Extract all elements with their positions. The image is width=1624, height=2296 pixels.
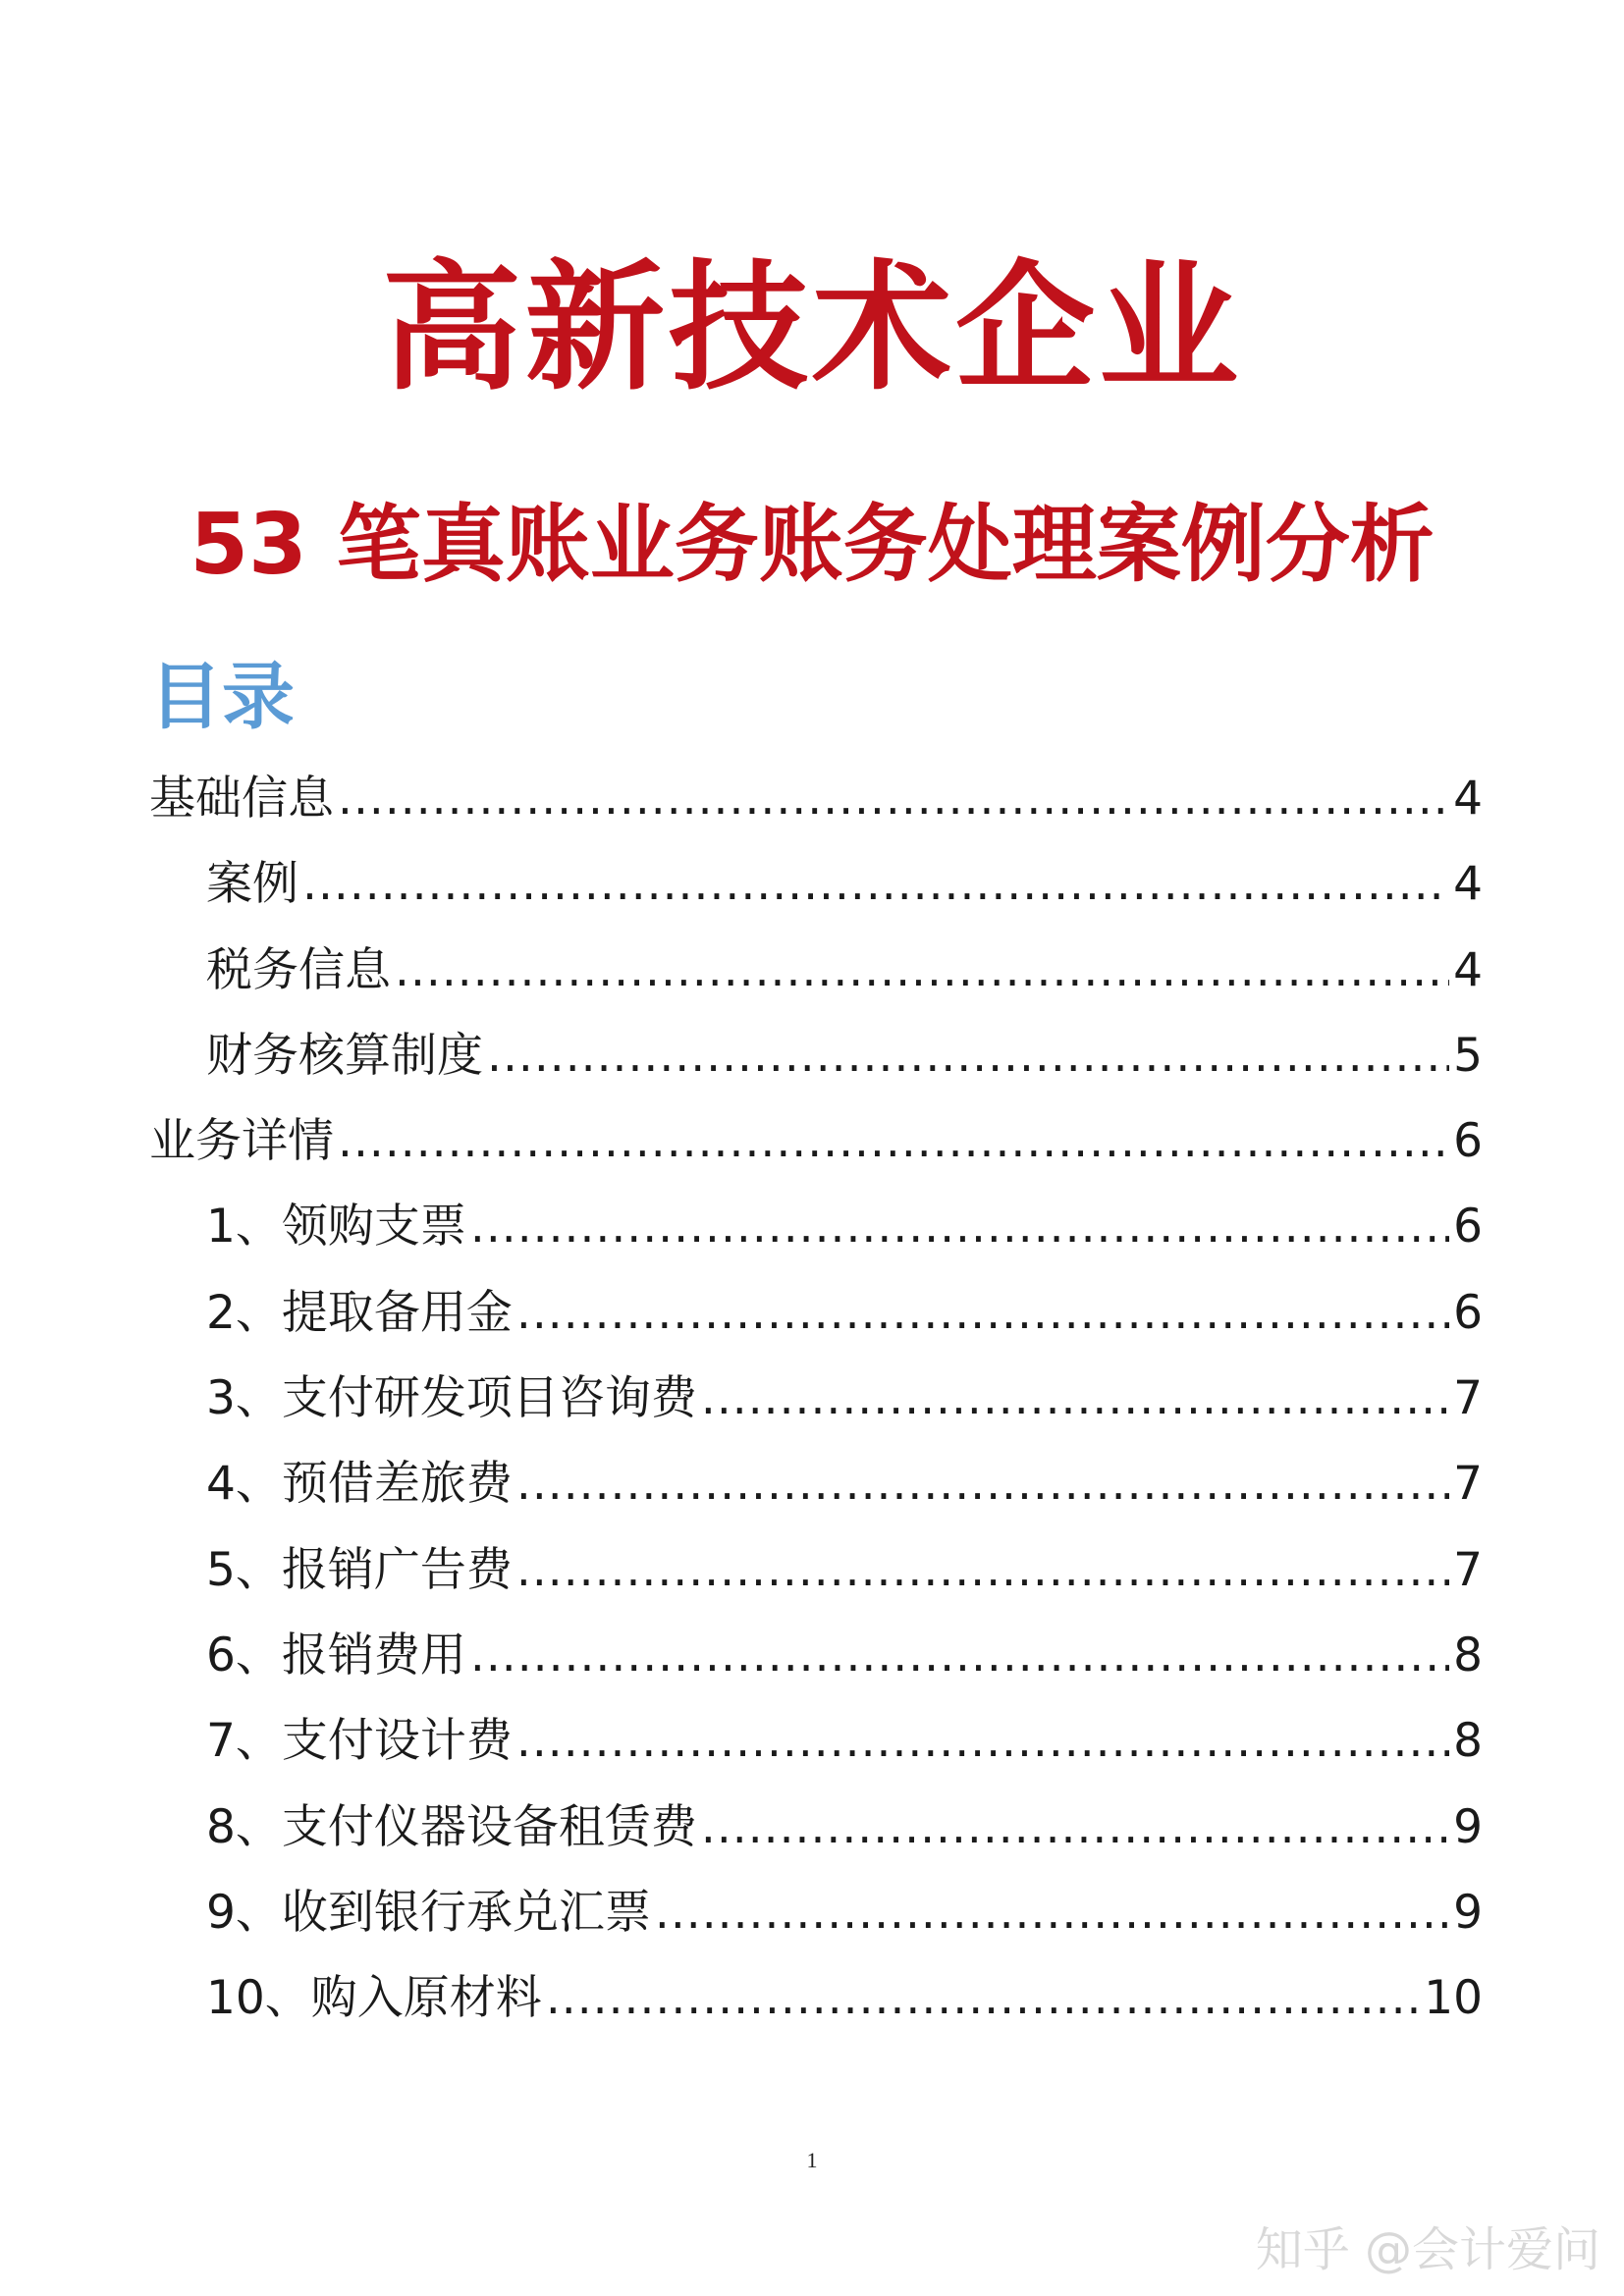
toc-entry-label: 案例: [206, 857, 298, 912]
toc-leader-dots: [516, 1527, 1449, 1613]
toc-entry-page: 7: [1453, 1371, 1483, 1426]
toc-entry-page: 7: [1453, 1457, 1483, 1512]
toc-entry-label: 税务信息: [206, 942, 391, 997]
toc-leader-dots: [470, 1613, 1449, 1698]
toc-entry-label: 业务详情: [149, 1114, 334, 1169]
toc-leader-dots: [701, 1356, 1449, 1441]
toc-entry[interactable]: [149, 1613, 1483, 1698]
toc-entry-label: 1、领购支票: [206, 1200, 466, 1255]
toc-leader-dots: [395, 928, 1449, 1013]
toc-leader-dots: [516, 1441, 1449, 1526]
toc-entry-page: 5: [1453, 1028, 1483, 1083]
toc-entry-page: 4: [1453, 857, 1483, 912]
toc-entry-label: 2、提取备用金: [206, 1285, 513, 1340]
toc-entry[interactable]: [149, 1098, 1483, 1184]
toc-entry-page: 6: [1453, 1114, 1483, 1169]
toc-entry[interactable]: [149, 1356, 1483, 1441]
page-number: 1: [806, 2148, 818, 2172]
toc-entry-page: 9: [1453, 1799, 1483, 1854]
toc-entry[interactable]: [149, 1184, 1483, 1269]
toc-leader-dots: [470, 1184, 1449, 1269]
document-title: 高新技术企业: [382, 247, 1242, 409]
toc-entry-label: 8、支付仪器设备租赁费: [206, 1799, 697, 1854]
toc-entry-label: 10、购入原材料: [206, 1971, 542, 2026]
toc-leader-dots: [338, 1098, 1449, 1184]
document-subtitle: 53 笔真账业务账务处理案例分析: [189, 496, 1435, 594]
toc-entry-label: 5、报销广告费: [206, 1542, 513, 1597]
toc-leader-dots: [516, 1698, 1449, 1784]
toc-leader-dots: [655, 1870, 1449, 1955]
toc-entry-label: 4、预借差旅费: [206, 1457, 513, 1512]
toc-entry[interactable]: [149, 1785, 1483, 1870]
toc-entry-page: 9: [1453, 1885, 1483, 1940]
toc-entry-page: 8: [1453, 1628, 1483, 1682]
toc-entry-page: 4: [1453, 772, 1483, 826]
toc-entry-page: 6: [1453, 1200, 1483, 1255]
toc-entry-label: 基础信息: [149, 772, 334, 826]
toc-entry[interactable]: [149, 1698, 1483, 1784]
toc-entry-label: 3、支付研发项目咨询费: [206, 1371, 697, 1426]
toc-entry-label: 6、报销费用: [206, 1628, 466, 1682]
toc-entry[interactable]: [149, 1527, 1483, 1613]
toc-entry-label: 7、支付设计费: [206, 1714, 513, 1769]
toc-entry[interactable]: [149, 1955, 1483, 2041]
table-of-contents: [149, 756, 1483, 2041]
toc-entry[interactable]: [149, 928, 1483, 1013]
toc-leader-dots: [487, 1013, 1449, 1098]
toc-entry-label: 财务核算制度: [206, 1028, 483, 1083]
toc-leader-dots: [302, 841, 1449, 927]
toc-entry-page: 6: [1453, 1285, 1483, 1340]
toc-leader-dots: [701, 1785, 1449, 1870]
toc-leader-dots: [338, 756, 1449, 841]
toc-entry[interactable]: [149, 1013, 1483, 1098]
toc-entry-page: 4: [1453, 942, 1483, 997]
toc-entry[interactable]: [149, 1441, 1483, 1526]
toc-entry-page: 7: [1453, 1542, 1483, 1597]
toc-leader-dots: [516, 1270, 1449, 1356]
toc-leader-dots: [546, 1955, 1420, 2041]
toc-entry-page: 8: [1453, 1714, 1483, 1769]
toc-entry[interactable]: [149, 1870, 1483, 1955]
toc-entry[interactable]: [149, 1270, 1483, 1356]
toc-entry[interactable]: [149, 841, 1483, 927]
toc-entry-label: 9、收到银行承兑汇票: [206, 1885, 651, 1940]
toc-entry[interactable]: [149, 756, 1483, 841]
toc-entry-page: 10: [1424, 1971, 1483, 2026]
watermark: 知乎 @会计爱问: [1255, 2222, 1600, 2277]
toc-heading: 目录: [149, 655, 295, 739]
